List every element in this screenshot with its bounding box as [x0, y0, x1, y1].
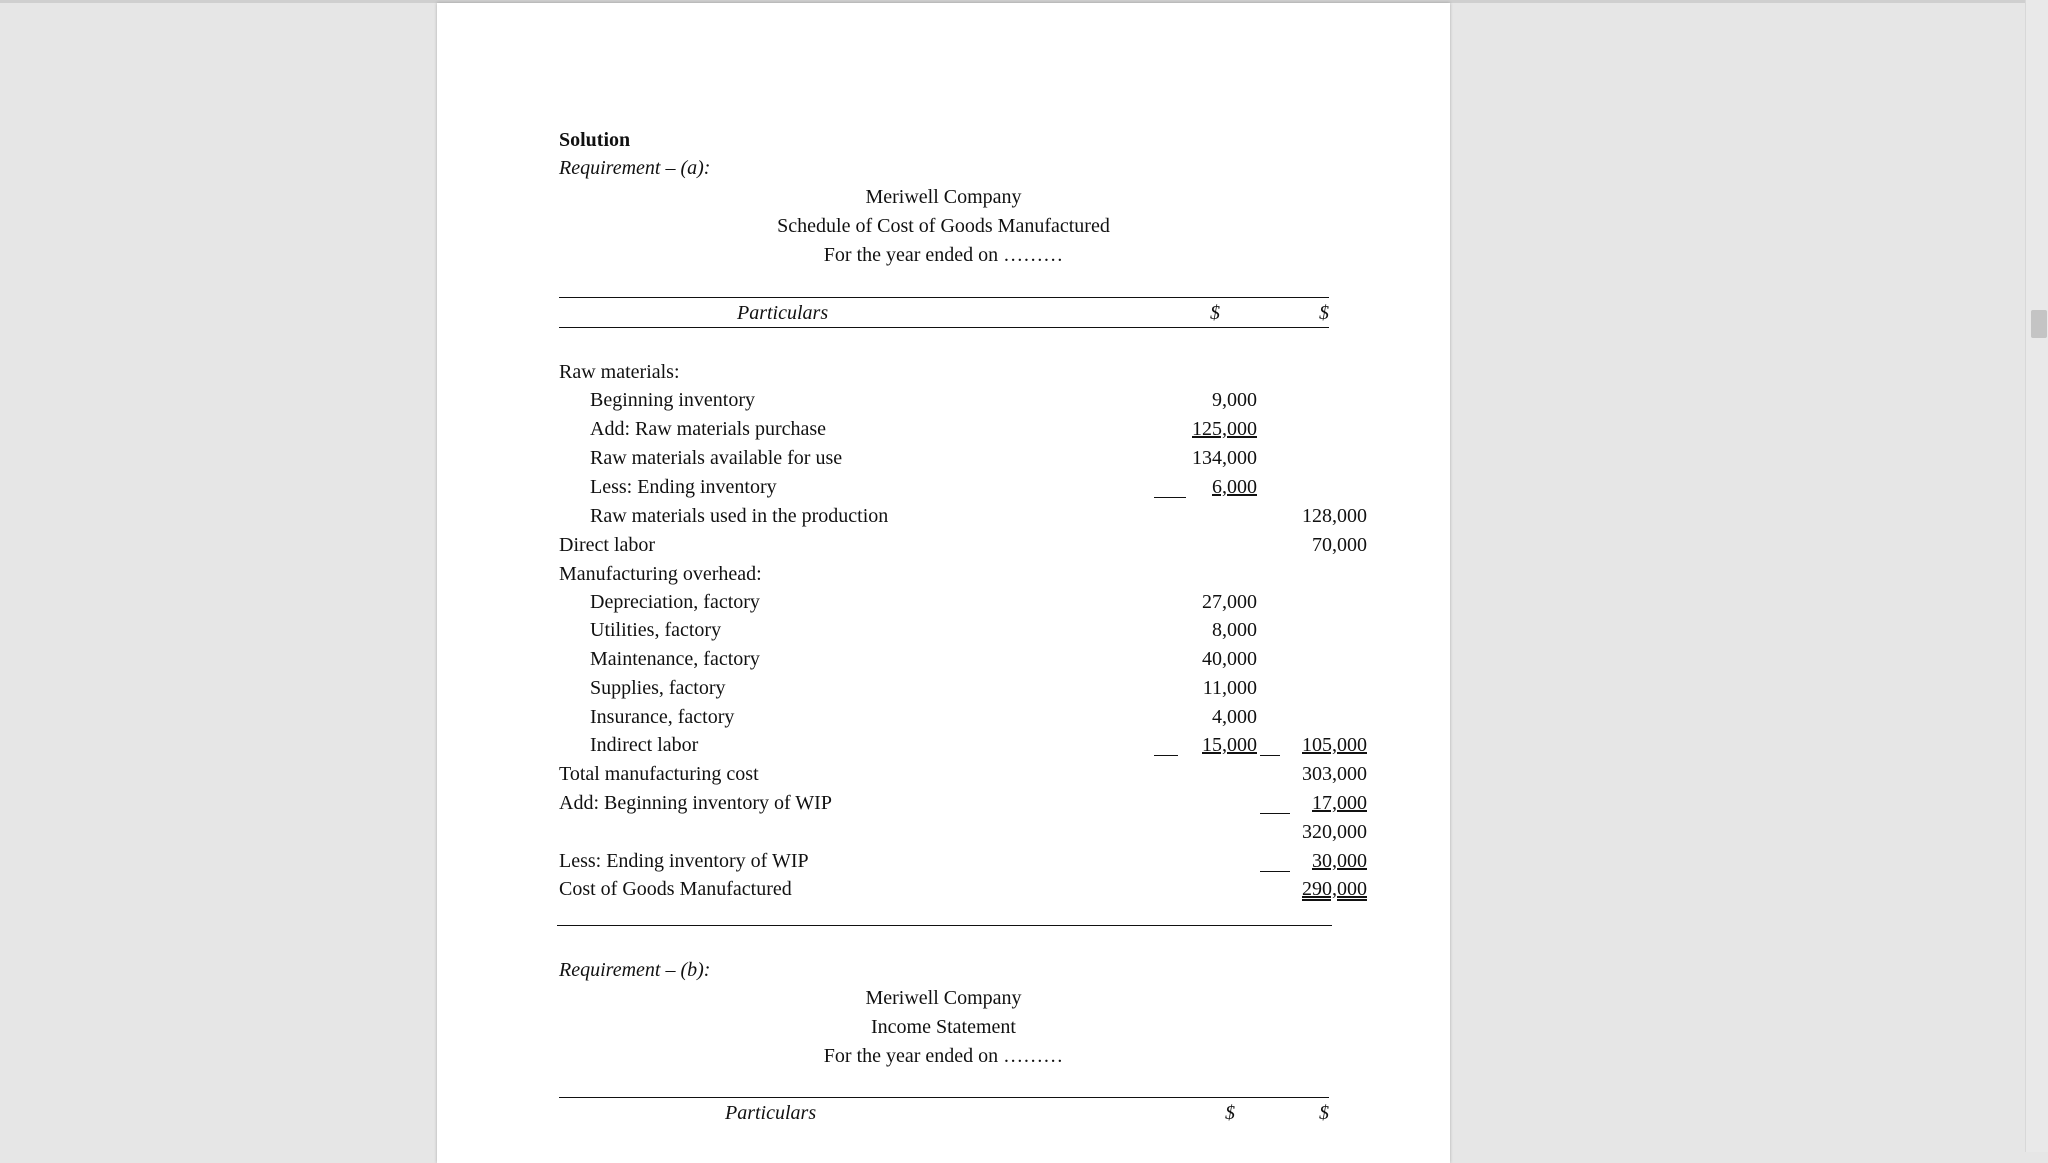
- company-name-b: Meriwell Company: [865, 987, 1022, 1009]
- underline-stroke: [1260, 755, 1280, 756]
- underline-stroke: [1260, 813, 1290, 814]
- period-a: For the year ended on ………: [823, 244, 1064, 266]
- table-cell-col2: 320,000: [1302, 821, 1367, 843]
- table-cell-col1: 125,000: [1192, 418, 1257, 440]
- table-cell-col1: 4,000: [1212, 706, 1257, 728]
- vertical-scrollbar[interactable]: [2025, 0, 2048, 1152]
- table-row-label: Depreciation, factory: [590, 591, 760, 613]
- table-b-header-particulars: Particulars: [725, 1102, 817, 1124]
- table-cell-col2: 30,000: [1312, 850, 1367, 872]
- requirement-b-label: Requirement – (b):: [559, 959, 711, 981]
- table-a-top-rule: [559, 297, 1329, 298]
- table-cell-col2: 303,000: [1302, 763, 1367, 785]
- table-cell-col1: 134,000: [1192, 447, 1257, 469]
- table-row-label: Total manufacturing cost: [559, 763, 759, 785]
- table-row-label: Add: Beginning inventory of WIP: [559, 792, 832, 814]
- table-cell-col1: 40,000: [1202, 648, 1257, 670]
- requirement-a-label: Requirement – (a):: [559, 157, 711, 179]
- table-row-label: Maintenance, factory: [590, 648, 760, 670]
- table-cell-col2: 128,000: [1302, 505, 1367, 527]
- document-page: [437, 3, 1450, 1163]
- table-cell-col2: 290,000: [1302, 878, 1367, 900]
- table-a-header-rule: [559, 327, 1329, 328]
- table-cell-col1: 6,000: [1212, 476, 1257, 498]
- table-row-label: Direct labor: [559, 534, 656, 556]
- table-cell-col2: 105,000: [1302, 734, 1367, 756]
- table-cell-col1: 15,000: [1202, 734, 1257, 756]
- table-a-header-col1: $: [1210, 302, 1220, 324]
- table-b-header-col2: $: [1319, 1102, 1329, 1124]
- table-a-header-col2: $: [1319, 302, 1329, 324]
- table-row-label: Insurance, factory: [590, 706, 735, 728]
- table-row-label: Less: Ending inventory of WIP: [559, 850, 809, 872]
- statement-title-a: Schedule of Cost of Goods Manufactured: [777, 215, 1110, 237]
- table-row-label: Raw materials:: [559, 361, 680, 383]
- section-divider: [557, 925, 1332, 926]
- table-row-label: Manufacturing overhead:: [559, 563, 762, 585]
- underline-stroke: [1154, 755, 1178, 756]
- table-cell-col1: 9,000: [1212, 389, 1257, 411]
- table-row-label: Utilities, factory: [590, 619, 722, 641]
- table-b-top-rule: [559, 1097, 1329, 1098]
- table-row-label: Indirect labor: [590, 734, 699, 756]
- table-cell-col2: 70,000: [1312, 534, 1367, 556]
- table-row-label: Raw materials available for use: [590, 447, 843, 469]
- table-row-label: Beginning inventory: [590, 389, 755, 411]
- solution-heading: Solution: [559, 129, 631, 151]
- underline-stroke: [1260, 871, 1290, 872]
- period-b: For the year ended on ………: [823, 1045, 1064, 1067]
- table-row-label: Raw materials used in the production: [590, 505, 889, 527]
- table-row-label: Less: Ending inventory: [590, 476, 777, 498]
- table-row-label: Cost of Goods Manufactured: [559, 878, 792, 900]
- company-name-a: Meriwell Company: [865, 186, 1022, 208]
- table-a-header-particulars: Particulars: [737, 302, 829, 324]
- table-cell-col1: 8,000: [1212, 619, 1257, 641]
- table-row-label: Add: Raw materials purchase: [590, 418, 827, 440]
- table-row-label: Supplies, factory: [590, 677, 726, 699]
- statement-title-b: Income Statement: [871, 1016, 1016, 1038]
- table-cell-col1: 27,000: [1202, 591, 1257, 613]
- scrollbar-thumb[interactable]: [2031, 310, 2047, 338]
- underline-stroke: [1154, 497, 1186, 498]
- table-b-header-col1: $: [1225, 1102, 1235, 1124]
- table-cell-col2: 17,000: [1312, 792, 1367, 814]
- table-cell-col1: 11,000: [1202, 677, 1257, 699]
